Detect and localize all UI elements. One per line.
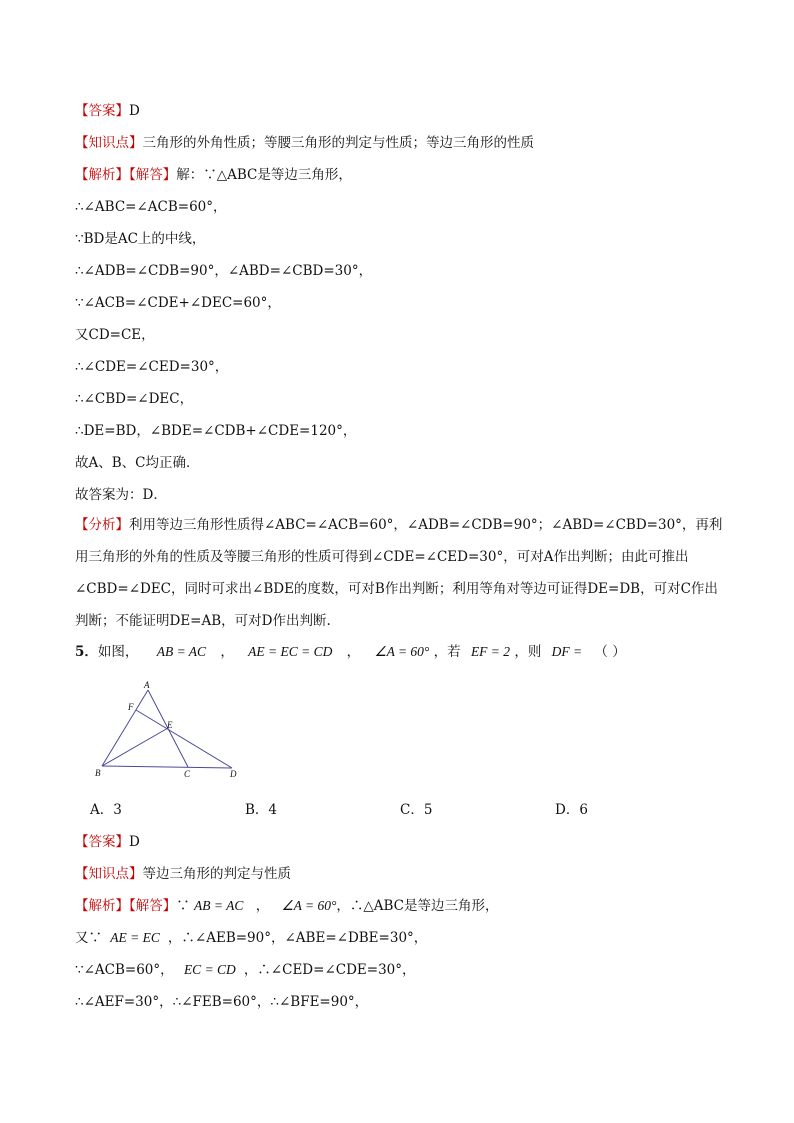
q4-step: ∴∠CBD=∠DEC， (75, 391, 194, 407)
because-text: ∵∠ACB=60°， (75, 962, 174, 978)
separator: ， (346, 644, 361, 660)
answer-tag: 【答案】 (75, 103, 129, 119)
math-ef: EF = 2 (470, 644, 511, 659)
math-ec-cd: EC = CD (183, 962, 236, 977)
q4-step: 故答案为：D． (75, 487, 167, 503)
label-d: D (230, 769, 237, 779)
option-d: D．6 (555, 802, 588, 818)
stem-text: 如图， (97, 644, 139, 660)
q4-step: ∴DE=BD，∠BDE=∠CDB+∠CDE=120°， (75, 423, 357, 439)
because-text: 又∵ (75, 930, 102, 946)
segment-be (102, 728, 168, 766)
q5-stem (75, 642, 626, 662)
answer-value: D (129, 834, 140, 850)
answer-blank: （ ） (594, 644, 626, 660)
label-e: E (167, 720, 173, 730)
label-a: A (144, 680, 150, 690)
label-f: F (128, 702, 134, 712)
q4-step: ∵BD是AC上的中线， (75, 231, 206, 247)
knowledge-tag: 【知识点】 (75, 866, 143, 882)
q4-step: ∴∠ADB=∠CDB=90°，∠ABD=∠CBD=30°， (75, 263, 373, 279)
q5-analysis-line-4: ∴∠AEF=30°，∴∠FEB=60°，∴∠BFE=90°， (75, 994, 369, 1010)
q4-step: ∴∠CDE=∠CED=30°， (75, 359, 229, 375)
q5-answer-line (75, 832, 140, 852)
q5-analysis-line-2 (75, 928, 427, 948)
analysis-text: ，∴∠CED=∠CDE=30°， (243, 962, 416, 978)
geometry-figure (90, 678, 250, 783)
q4-answer-line (75, 101, 140, 121)
q4-step: ∵∠ACB=∠CDE+∠DEC=60°， (75, 295, 281, 311)
answer-value: D (129, 103, 140, 119)
q4-step: 又CD=CE， (75, 327, 155, 343)
option-b: B．4 (245, 802, 278, 818)
q4-knowledge-line (75, 133, 534, 153)
if-text: ，若 (433, 644, 461, 660)
fenxi-text: 利用等边三角形性质得∠ABC=∠ACB=60°，∠ADB=∠CDB=90°；∠ABD=∠CBD=30°，再利用三角形的外角的性质及等腰三角形的性质可得到∠CDE=∠CED=30°，可对A作出判断；由此可推出∠CBD=∠DEC，同时可求出∠BDE的度数，可对B作出判断；利用等角对等边可证得DE=DB，可对C作出判断；不能证明DE=AB，可对D作出判断. (75, 517, 723, 629)
knowledge-text: 等边三角形的判定与性质 (142, 866, 291, 882)
option-a: A．3 (90, 802, 122, 818)
math-ab-ac: AB = AC (194, 898, 244, 913)
answer-tag: 【答案】 (75, 834, 129, 850)
q4-fenxi-paragraph (75, 509, 723, 637)
math-ab-ac: AB = AC (156, 644, 207, 659)
fenxi-tag: 【分析】 (75, 517, 129, 533)
analysis-text: 解：∵△ABC是等边三角形， (176, 167, 352, 183)
math-df: DF = (551, 644, 583, 659)
q4-step: 故A、B、C均正确． (75, 455, 200, 471)
q4-analysis-line (75, 165, 352, 185)
q5-knowledge-line (75, 864, 291, 884)
q5-analysis-line-1 (75, 896, 499, 916)
label-c: C (184, 769, 191, 779)
analysis-text: ，∴△ABC是等边三角形， (336, 898, 499, 914)
analysis-tag: 【解析】【解答】 (75, 898, 177, 914)
math-angle-a: ∠A = 60° (374, 644, 430, 659)
question-number: 5． (75, 644, 98, 660)
q4-step: ∴∠ABC=∠ACB=60°， (75, 199, 227, 215)
analysis-tag: 【解析】【解答】 (75, 167, 177, 183)
segment-ab (102, 690, 148, 766)
segment-bd (102, 766, 232, 768)
math-ae-ec: AE = EC (110, 930, 160, 945)
math-angle-a: ∠A = 60° (281, 898, 337, 913)
label-b: B (95, 768, 101, 778)
separator: ， (220, 644, 234, 660)
knowledge-tag: 【知识点】 (75, 135, 143, 151)
because-symbol: ∵ (176, 898, 190, 914)
separator: ， (255, 898, 270, 914)
knowledge-text: 三角形的外角性质；等腰三角形的判定与性质；等边三角形的性质 (142, 135, 534, 151)
analysis-text: ，∴∠AEB=90°，∠ABE=∠DBE=30°， (167, 930, 428, 946)
q5-analysis-line-3 (75, 960, 416, 980)
then-text: ，则 (514, 644, 542, 660)
math-ae-ec-cd: AE = EC = CD (248, 644, 333, 659)
option-c: C．5 (400, 802, 433, 818)
